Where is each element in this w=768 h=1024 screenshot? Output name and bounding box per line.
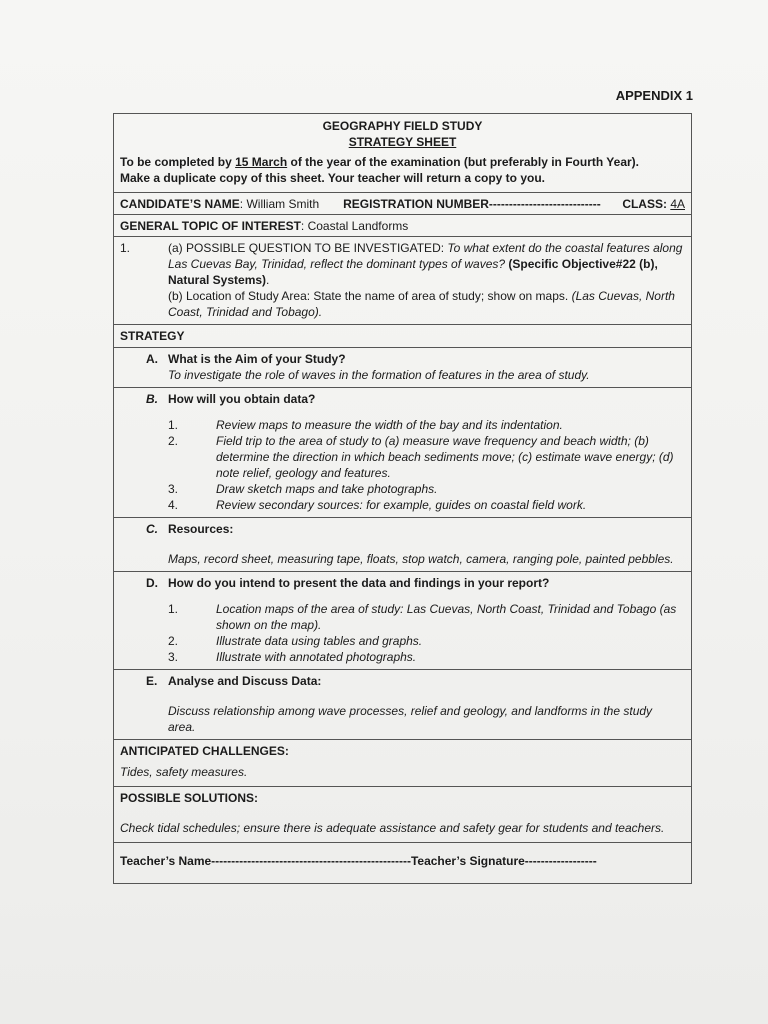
solutions-text: Check tidal schedules; ensure there is adequate assistance and safety gear for students and teachers. [120,821,665,835]
registration-number-label: REGISTRATION NUMBER---------------------------- [343,197,601,211]
question-a-objective: (Specific Objective#22 (b), Natural Systems) [168,257,658,287]
section-d-heading: How do you intend to present the data and findings in your report? [168,576,550,590]
question-row [114,237,691,325]
section-a-letter: A. [146,352,158,366]
class-value: 4A [670,197,685,211]
section-d-letter: D. [146,576,158,590]
form-header [114,114,691,193]
section-e-text: Discuss relationship among wave processes, relief and geology, and landforms in the study area. [168,704,653,734]
section-c-letter: C. [146,522,158,536]
question-b-label: (b) Location of Study Area: State the name of area of study; show on maps. [168,289,572,303]
list-item-number: 4. [168,498,179,512]
list-item [120,649,685,665]
list-item-text: Illustrate data using tables and graphs. [216,634,423,648]
teacher-name-field: Teacher’s Name-------------------------------------------------- [120,854,411,868]
question-b-value: (Las Cuevas, North Coast, Trinidad and Tobago). [168,289,675,319]
candidate-row [114,193,691,215]
list-item-number: 1. [168,418,179,432]
list-item [120,497,685,513]
section-b-heading: How will you obtain data? [168,392,316,406]
question-number: 1. [120,241,131,255]
topic-row [114,215,691,237]
section-a-text: To investigate the role of waves in the formation of features in the area of study. [168,368,590,382]
list-item [120,417,685,433]
list-item-text: Draw sketch maps and take photographs. [216,482,438,496]
section-c-text: Maps, record sheet, measuring tape, floats, stop watch, camera, ranging pole, painted pebbles. [168,552,674,566]
form-title: GEOGRAPHY FIELD STUDY [322,119,483,133]
list-item [120,433,685,481]
list-item-text: Location maps of the area of study: Las Cuevas, North Coast, Trinidad and Tobago (as shown on the map). [216,602,677,632]
solutions-heading: POSSIBLE SOLUTIONS: [120,791,259,805]
list-item-number: 3. [168,650,179,664]
instructions-line2: Make a duplicate copy of this sheet. Your teacher will return a copy to you. [120,171,545,185]
section-e-heading: Analyse and Discuss Data: [168,674,322,688]
section-c-heading: Resources: [168,522,234,536]
list-item-text: Review maps to measure the width of the bay and its indentation. [216,418,563,432]
instructions [114,150,691,192]
list-item [120,601,685,633]
section-a [114,348,691,388]
candidate-name-label: CANDIDATE’S NAME [120,197,240,211]
strategy-heading: STRATEGY [114,325,691,348]
list-item [120,481,685,497]
class-label: CLASS: [622,197,671,211]
instructions-part1: To be completed by [120,155,236,169]
form-subtitle: STRATEGY SHEET [348,135,457,149]
strategy-sheet-form [113,113,692,884]
deadline-date: 15 March [235,155,288,169]
list-item-text: Review secondary sources: for example, guides on coastal field work. [216,498,587,512]
teacher-signature-field: Teacher’s Signature------------------ [410,854,597,868]
list-item-number: 2. [168,434,179,448]
list-item [120,633,685,649]
list-item-number: 1. [168,602,179,616]
list-item-text: Illustrate with annotated photographs. [216,650,417,664]
section-a-heading: What is the Aim of your Study? [168,352,346,366]
section-b [114,388,691,518]
challenges-text: Tides, safety measures. [120,765,248,779]
list-item-number: 3. [168,482,179,496]
section-e-letter: E. [146,674,158,688]
topic-value: : Coastal Landforms [300,219,409,233]
instructions-part2: of the year of the examination (but preferably in Fourth Year). [287,155,639,169]
question-a-text: To what extent do the coastal features along Las Cuevas Bay, Trinidad, reflect the dominant types of waves? [168,241,683,271]
challenges-heading: ANTICIPATED CHALLENGES: [120,744,289,758]
teacher-signature-row [114,843,691,883]
question-a-label: (a) POSSIBLE QUESTION TO BE INVESTIGATED: [168,241,448,255]
candidate-name-value: : William Smith [239,197,320,211]
list-item-text: Field trip to the area of study to (a) measure wave frequency and beach width; (b) determine the direction in which beach sediments move; (c) estimate wave energy; (d) note relief, geology and features. [216,434,674,480]
appendix-label: APPENDIX 1 [615,88,693,103]
section-e [114,670,691,740]
section-d [114,572,691,670]
topic-label: GENERAL TOPIC OF INTEREST [120,219,301,233]
question-a-end: . [266,273,270,287]
challenges-section [114,740,691,787]
section-b-letter: B. [146,392,158,406]
list-item-number: 2. [168,634,179,648]
section-c [114,518,691,572]
solutions-section [114,787,691,843]
